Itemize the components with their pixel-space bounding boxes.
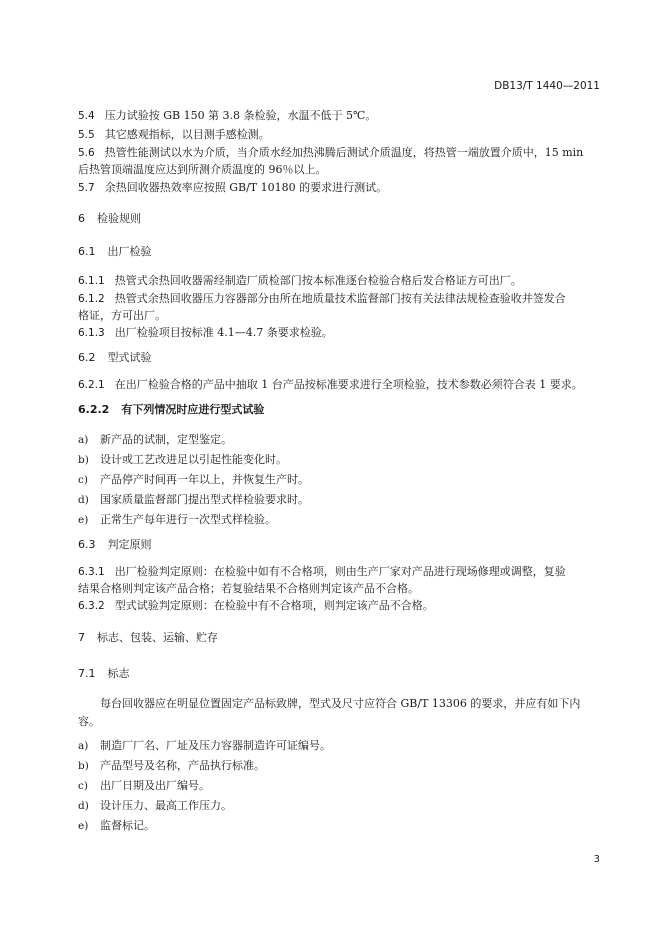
- list-item-b: [78, 452, 600, 468]
- section-title: 标志、包装、运输、贮存: [97, 631, 218, 644]
- clause-number: 6.1.3: [78, 327, 105, 339]
- paragraph-text: 每台回收器应在明显位置固定产品标致牌，型式及尺寸应符合 GB/T 13306 的要求，并应有如下内: [100, 697, 581, 710]
- list-marker: a): [78, 434, 89, 446]
- clause-text: 有下列情况时应进行型式试验: [121, 403, 265, 416]
- list-text: 设计或工艺改进足以引起性能变化时。: [100, 453, 287, 466]
- page-number: 3: [593, 854, 600, 865]
- list-item-c: [78, 778, 600, 794]
- clause-number: 6.1.1: [78, 275, 105, 287]
- clause-text: 在出厂检验合格的产品中抽取 1 台产品按标准要求进行全项检验，技术参数必须符合表 1 要求。: [114, 378, 583, 391]
- clause-text: 后热管顶端温度应达到所测介质温度的 96％以上。: [78, 163, 327, 176]
- clause-number: 6.3.2: [78, 600, 105, 612]
- list-marker: e): [78, 514, 89, 526]
- paragraph-7-1: [78, 696, 600, 712]
- section-number: 6: [78, 212, 85, 225]
- list-item-d: [78, 492, 600, 508]
- clause-number: 5.6: [78, 147, 95, 159]
- list-text: 出厂日期及出厂编号。: [100, 779, 210, 792]
- paragraph-text: 容。: [78, 715, 100, 728]
- paragraph-7-1-cont: [78, 714, 600, 730]
- list-item-a: [78, 432, 600, 448]
- clause-6-2-1: [78, 377, 600, 393]
- section-heading-6-3: [78, 537, 600, 553]
- section-title: 判定原则: [107, 538, 152, 551]
- list-text: 设计压力、最高工作压力。: [100, 799, 232, 812]
- clause-text: 格证，方可出厂。: [78, 309, 166, 322]
- list-item-d: [78, 798, 600, 814]
- list-item-b: [78, 758, 600, 774]
- clause-6-2-2: [78, 402, 600, 418]
- list-marker: b): [78, 760, 89, 772]
- list-marker: b): [78, 454, 89, 466]
- list-text: 产品停产时间再一年以上，并恢复生产时。: [100, 473, 309, 486]
- list-text: 国家质量监督部门提出型式样检验要求时。: [100, 493, 309, 506]
- list-item-e: [78, 512, 600, 528]
- clause-6-1-2: [78, 291, 600, 307]
- list-marker: c): [78, 780, 88, 792]
- list-item-e: [78, 818, 600, 834]
- list-marker: e): [78, 820, 89, 832]
- section-title: 型式试验: [107, 351, 152, 364]
- clause-number: 5.7: [78, 182, 95, 194]
- list-item-a: [78, 738, 600, 754]
- clause-5-7: [78, 180, 600, 196]
- section-heading-6-1: [78, 244, 600, 260]
- clause-6-3-1-cont: [78, 581, 600, 597]
- list-item-c: [78, 472, 600, 488]
- clause-number: 6.2.2: [78, 403, 110, 416]
- clause-5-5: [78, 127, 600, 143]
- clause-6-1-3: [78, 325, 600, 341]
- clause-6-3-2: [78, 598, 600, 614]
- clause-text: 型式试验判定原则：在检验中有不合格项，则判定该产品不合格。: [114, 599, 434, 612]
- document-code: DB13/T 1440—2011: [494, 80, 600, 92]
- clause-number: 6.3.1: [78, 566, 105, 578]
- list-text: 正常生产每年进行一次型式样检验。: [100, 513, 276, 526]
- section-heading-6: [78, 211, 600, 227]
- clause-5-6: [78, 145, 600, 161]
- section-number: 7.1: [78, 667, 96, 680]
- clause-text: 出厂检验项目按标准 4.1—4.7 条要求检验。: [114, 326, 333, 339]
- section-number: 7: [78, 631, 85, 644]
- list-marker: c): [78, 474, 88, 486]
- list-text: 制造厂厂名、厂址及压力容器制造许可证编号。: [100, 739, 331, 752]
- list-marker: d): [78, 494, 89, 506]
- section-number: 6.2: [78, 351, 96, 364]
- section-number: 6.1: [78, 245, 96, 258]
- clause-text: 余热回收器热效率应按照 GB/T 10180 的要求进行测试。: [104, 181, 388, 194]
- clause-text: 热管式余热回收器需经制造厂质检部门按本标准逐台检验合格后发合格证方可出厂。: [114, 274, 522, 287]
- section-heading-7: [78, 630, 600, 646]
- section-heading-6-2: [78, 350, 600, 366]
- clause-6-1-2-cont: [78, 308, 600, 324]
- section-title: 出厂检验: [107, 245, 152, 258]
- clause-text: 热管式余热回收器压力容器部分由所在地质量技术监督部门按有关法律法规检查验收并签发合: [114, 292, 566, 305]
- clause-number: 5.5: [78, 129, 95, 141]
- clause-text: 出厂检验判定原则：在检验中如有不合格项，则由生产厂家对产品进行现场修理或调整，复验: [114, 565, 566, 578]
- section-heading-7-1: [78, 666, 600, 682]
- clause-text: 结果合格则判定该产品合格；若复验结果不合格则判定该产品不合格。: [78, 582, 419, 595]
- list-text: 新产品的试制，定型鉴定。: [100, 433, 232, 446]
- list-marker: a): [78, 740, 89, 752]
- section-title: 检验规则: [97, 212, 141, 225]
- list-marker: d): [78, 800, 89, 812]
- clause-number: 5.4: [78, 110, 95, 122]
- clause-5-6-cont: [78, 162, 600, 178]
- clause-text: 其它感观指标，以目测手感检测。: [104, 128, 270, 141]
- clause-number: 6.1.2: [78, 293, 105, 305]
- clause-6-1-1: [78, 273, 600, 289]
- clause-5-4: [78, 108, 600, 124]
- clause-6-3-1: [78, 564, 600, 580]
- section-number: 6.3: [78, 538, 96, 551]
- clause-text: 热管性能测试以水为介质，当介质水经加热沸腾后测试介质温度，将热管一端放置介质中，15 min: [104, 146, 584, 159]
- clause-number: 6.2.1: [78, 379, 105, 391]
- list-text: 产品型号及名称，产品执行标准。: [100, 759, 265, 772]
- clause-text: 压力试验按 GB 150 第 3.8 条检验，水温不低于 5℃。: [104, 109, 377, 122]
- section-title: 标志: [107, 667, 130, 680]
- list-text: 监督标记。: [100, 819, 155, 832]
